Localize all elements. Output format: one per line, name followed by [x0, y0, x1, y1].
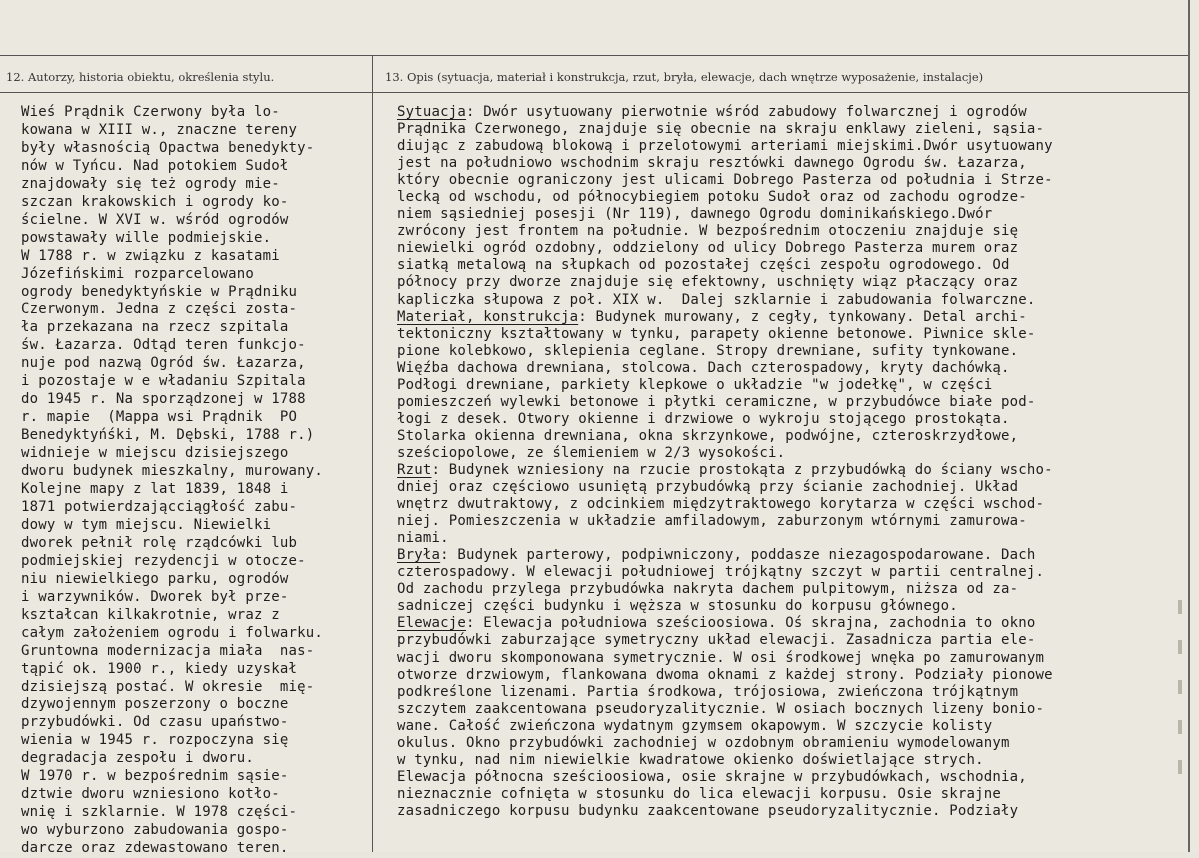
description-line [397, 240, 1053, 257]
history-line: widnieje w miejscu dzisiejszego [21, 445, 289, 462]
description-line [397, 462, 1053, 479]
description-line [397, 326, 1053, 343]
line-text: kapliczka słupowa z poł. XIX w. Dalej szklarnie i zabudowania folwarczne. [397, 291, 1036, 308]
description-line [397, 513, 1053, 530]
line-text: przybudówki zaburzające symetryczny układ elewacji. Zasadnicza partia ele- [397, 632, 1036, 649]
history-line: dzisiejszą postać. W okresie mię- [21, 678, 315, 695]
history-line: do 1945 r. Na sporządzonej w 1788 [21, 391, 306, 408]
history-line: i pozostaje w e władaniu Szpitala [21, 373, 306, 390]
column-divider [372, 55, 373, 852]
description-line [397, 752, 1053, 769]
line-text: niami. [397, 530, 449, 547]
line-text: : Budynek parterowy, podpiwniczony, poddasze niezagospodarowane. Dach [440, 547, 1036, 564]
top-rule [0, 55, 1188, 56]
line-text: wacji dworu skomponowana symetrycznie. W osi środkowej wnęka po zamurowanym [397, 649, 1045, 666]
line-text: północy przy dworze znajduje się efektowny, uschnięty wiąz płaczący oraz [397, 274, 1019, 291]
section-keyword: Sytuacja [397, 104, 467, 120]
section-keyword: Elewacje [397, 615, 467, 632]
line-text: zwrócony jest frontem na południe. W bezpośrednim otoczeniu znajduje się [397, 223, 1019, 240]
line-text: : Dwór usytuowany pierwotnie wśród zabudowy folwarcznej i ogrodów [466, 104, 1027, 120]
history-line: znajdowały się też ogrody mie- [21, 175, 280, 192]
line-text: pomieszczeń wylewki betonowe i płytki ceramiczne, w przybudówce białe pod- [397, 393, 1036, 410]
description-line [397, 360, 1053, 377]
history-line: nuje pod nazwą Ogród św. Łazarza, [21, 355, 306, 372]
header-rule [0, 92, 1188, 93]
history-line: ścielne. W XVI w. wśród ogrodów [21, 211, 289, 228]
description-line [397, 684, 1053, 701]
description-line [397, 650, 1053, 667]
history-line: Czerwonym. Jedna z części zosta- [21, 301, 298, 318]
history-line: były własnością Opactwa benedykty- [21, 139, 315, 156]
line-text: : Budynek murowany, z cegły, tynkowany. Detal archi- [578, 308, 1027, 325]
line-text: okulus. Okno przybudówki zachodniej w ozdobnym obramieniu wymodelowanym [397, 734, 1010, 751]
history-line: ogrody benedyktyńskie w Prądniku [21, 283, 298, 300]
line-text: Więźba dachowa drewniana, stolcowa. Dach czterospadowy, kryty dachówką. [397, 359, 1010, 376]
description-line [397, 104, 1053, 121]
history-line: powstawały wille podmiejskie. [21, 229, 272, 246]
description-line [397, 394, 1053, 411]
description-line [397, 292, 1053, 309]
description-line [397, 121, 1053, 138]
description-line [397, 786, 1053, 803]
line-text: lecką od wschodu, od północybiegiem potoku Sudoł oraz od zachodu ogrodze- [397, 189, 1027, 206]
description-line [397, 377, 1053, 394]
line-text: Elewacja północna sześcioosiowa, osie skrajne w przybudówkach, wschodnia, [397, 768, 1027, 785]
line-text: Od zachodu przylega przybudówka nakryta dachem pulpitowym, niższa od za- [397, 581, 1019, 598]
line-text: szczytem zaakcentowana pseudoryzalitycznie. W osiach bocznych lizeny bonio- [397, 700, 1045, 717]
line-text: : Budynek wzniesiony na rzucie prostokąta z przybudówką do ściany wscho- [431, 461, 1053, 478]
line-text: sześciopolowe, ze ślemieniem w 2/3 wysokości. [397, 444, 786, 461]
line-text: Podłogi drewniane, parkiety klepkowe o układzie "w jodełkę", w części [397, 376, 993, 393]
description-line [397, 309, 1053, 326]
description-line [397, 735, 1053, 752]
history-line: dztwie dworu wzniesiono kotło- [21, 786, 280, 803]
history-line: Wieś Prądnik Czerwony była lo- [21, 104, 280, 120]
section-13-header: 13. Opis (sytuacja, materiał i konstrukcja, rzut, bryła, elewacje, dach wnętrze wyposażenie, instalacje) [385, 70, 984, 84]
description-line [397, 138, 1053, 155]
description-line [397, 172, 1053, 189]
description-column [397, 104, 1053, 820]
history-line: Kolejne mapy z lat 1839, 1848 i [21, 481, 289, 498]
description-line [397, 547, 1053, 564]
history-line: ła przekazana na rzecz szpitala [21, 319, 289, 336]
section-keyword: Rzut [397, 461, 432, 478]
description-line [397, 803, 1053, 820]
line-text: otworze drzwiowym, flankowana dwoma oknami z każdej strony. Podziały pionowe [397, 666, 1053, 683]
description-line [397, 581, 1053, 598]
line-text: pione kolebkowo, sklepienia ceglane. Stropy drewniane, sufity tynkowane. [397, 342, 1019, 359]
line-text: siatką metalową na słupkach od pozostałej części zespołu ogrodowego. Od [397, 257, 1010, 274]
description-line [397, 223, 1053, 240]
history-line: kowana w XIII w., znaczne tereny [21, 121, 298, 138]
description-line [397, 411, 1053, 428]
history-line: dzywojennym poszerzony o boczne [21, 696, 289, 713]
history-line: niu niewielkiego parku, ogrodów [21, 570, 289, 587]
history-line: 1871 potwierdzającciągłość zabu- [21, 498, 298, 515]
line-text: dniej oraz częściowo usuniętą przybudówką przy ścianie zachodniej. Układ [397, 479, 1019, 496]
description-line [397, 564, 1053, 581]
history-line: wienia w 1945 r. rozpoczyna się [21, 732, 289, 749]
line-text: tektoniczny kształtowany w tynku, parapety okienne betonowe. Piwnice skle- [397, 325, 1036, 342]
history-line: dworu budynek mieszkalny, murowany. [21, 463, 324, 480]
description-line [397, 530, 1053, 547]
line-text: w tynku, nad nim niewielkie kwadratowe okienko doświetlające strych. [397, 751, 984, 768]
line-text: : Elewacja południowa sześcioosiowa. Oś skrajna, zachodnia to okno [466, 615, 1036, 632]
section-keyword: Materiał, konstrukcja [397, 308, 579, 325]
line-text: jest na południowo wschodnim skraju resztówki dawnego Ogrodu św. Łazarza, [397, 155, 1027, 172]
description-line [397, 428, 1053, 445]
history-line: darcze oraz zdewastowano teren. [21, 840, 289, 857]
history-line: przybudówki. Od czasu upaństwo- [21, 714, 289, 731]
description-line [397, 445, 1053, 462]
description-line [397, 701, 1053, 718]
page-edge [1188, 0, 1190, 852]
history-line: dworek pełnił rolę rządcówki lub [21, 534, 298, 551]
history-line: degradacja zespołu i dworu. [21, 750, 254, 767]
line-text: Prądnika Czerwonego, znajduje się obecnie na skraju enklawy zieleni, sąsia- [397, 121, 1045, 138]
description-line [397, 155, 1053, 172]
description-line [397, 274, 1053, 291]
history-line: tąpić ok. 1900 r., kiedy uzyskał [21, 660, 298, 677]
history-line: r. mapie (Mappa wsi Prądnik PO [21, 409, 298, 426]
description-line [397, 257, 1053, 274]
line-text: nieznacznie cofnięta w stosunku do lica elewacji korpusu. Osie skrajne [397, 785, 1002, 802]
history-line: podmiejskiej rezydencji w otocze- [21, 552, 306, 569]
description-line [397, 189, 1053, 206]
description-line [397, 718, 1053, 735]
description-line [397, 598, 1053, 615]
line-text: zasadniczego korpusu budynku zaakcentowane pseudoryzalitycznie. Podziały [397, 802, 1019, 819]
history-line: W 1970 r. w bezpośrednim sąsie- [21, 768, 289, 785]
description-line [397, 769, 1053, 786]
line-text: sadniczej części budynku i węższa w stosunku do korpusu głównego. [397, 598, 958, 615]
line-text: niewielki ogród ozdobny, oddzielony od ulicy Dobrego Pasterza murem oraz [397, 240, 1019, 257]
description-line [397, 343, 1053, 360]
description-line [397, 615, 1053, 632]
line-text: niej. Pomieszczenia w układzie amfiladowym, zaburzonym wtórnymi zamurowa- [397, 513, 1027, 530]
line-text: czterospadowy. W elewacji południowej trójkątny szczyt w partii centralnej. [397, 564, 1045, 581]
scan-marks [1176, 600, 1186, 800]
description-line [397, 667, 1053, 684]
line-text: który obecnie ograniczony jest ulicami Dobrego Pasterza od południa i Strze- [397, 172, 1053, 189]
line-text: wnętrz dwutraktowy, z odcinkiem międzytraktowego korytarza w części wschod- [397, 496, 1045, 513]
history-line: i warzywników. Dworek był prze- [21, 588, 289, 605]
history-line: wnię i szklarnie. W 1978 części- [21, 804, 298, 821]
history-column [21, 104, 323, 858]
description-line [397, 479, 1053, 496]
history-line: św. Łazarza. Odtąd teren funkcjo- [21, 337, 306, 354]
line-text: Stolarka okienna drewniana, okna skrzynkowe, podwójne, czteroskrzydłowe, [397, 427, 1019, 444]
section-keyword: Bryła [397, 547, 441, 564]
history-line: kształcan kilkakrotnie, wraz z [21, 606, 280, 623]
history-line: Józefińskimi rozparcelowano [21, 265, 254, 282]
history-line: W 1788 r. w związku z kasatami [21, 247, 280, 264]
line-text: niem sąsiedniej posesji (Nr 119), dawnego Ogrodu dominikańskiego.Dwór [397, 206, 993, 223]
history-line: dowy w tym miejscu. Niewielki [21, 516, 272, 533]
section-12-header: 12. Autorzy, historia obiektu, określenia stylu. [6, 70, 275, 84]
history-line: Gruntowna modernizacja miała nas- [21, 642, 315, 659]
history-line: wo wyburzono zabudowania gospo- [21, 822, 289, 839]
history-line: nów w Tyńcu. Nad potokiem Sudoł [21, 157, 289, 174]
description-line [397, 496, 1053, 513]
description-line [397, 206, 1053, 223]
line-text: wane. Całość zwieńczona wydatnym gzymsem okapowym. W szczycie kolisty [397, 717, 993, 734]
history-line: całym założeniem ogrodu i folwarku. [21, 624, 324, 641]
history-line: szczan krakowskich i ogrody ko- [21, 193, 289, 210]
line-text: łogi z desek. Otwory okienne i drzwiowe o wykroju stojącego prostokąta. [397, 410, 1010, 427]
history-line: Benedyktyńśki, M. Dębski, 1788 r.) [21, 427, 315, 444]
description-line [397, 632, 1053, 649]
line-text: podkreślone lizenami. Partia środkowa, trójosiowa, zwieńczona trójkątnym [397, 683, 1019, 700]
line-text: diując z zabudową blokową i przelotowymi arteriami miejskimi.Dwór usytuowany [397, 138, 1053, 155]
